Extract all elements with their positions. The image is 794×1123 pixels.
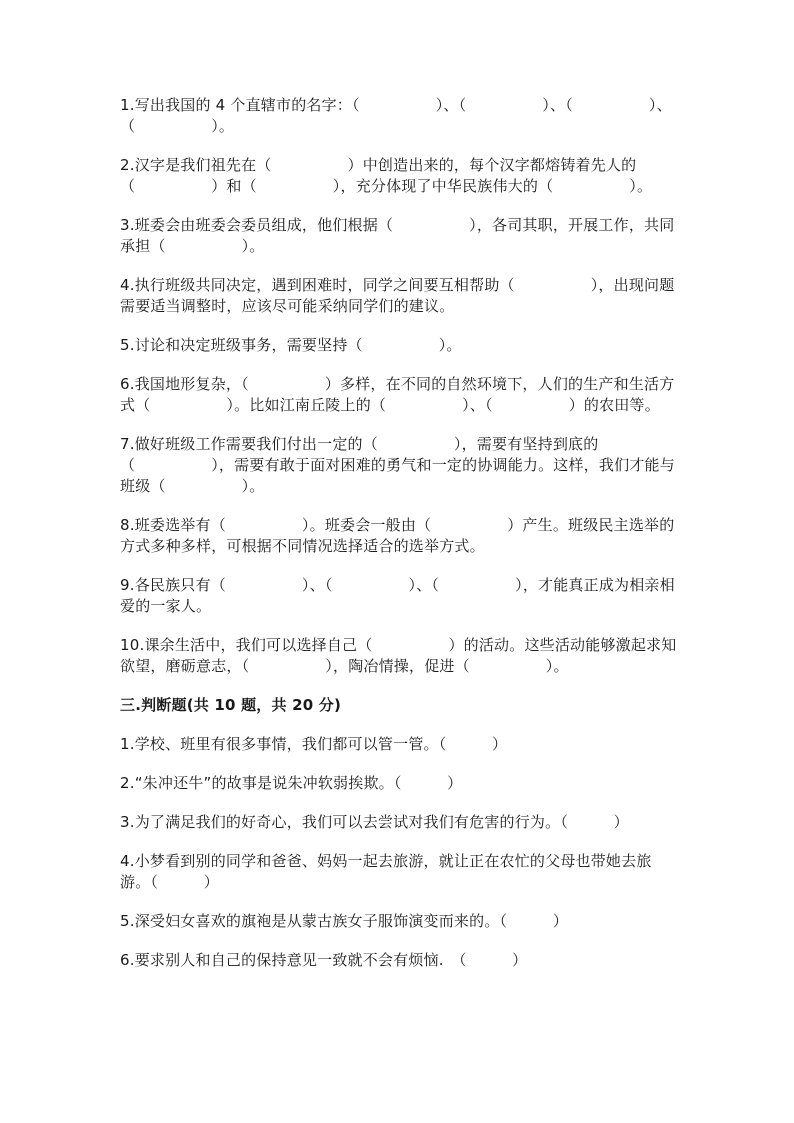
judge-question-6: 6.要求别人和自己的保持意见一致就不会有烦恼. （ ） (120, 951, 528, 969)
judge-question-1: 1.学校、班里有很多事情，我们都可以管一管。（ ） (120, 735, 508, 753)
judge-question-2: 2.“朱冲还牛”的故事是说朱冲软弱挨欺。（ ） (120, 774, 463, 792)
section-title-judgement: 三.判断题(共 10 题，共 20 分) (120, 696, 342, 714)
fill-question-4: 4.执行班级共同决定，遇到困难时，同学之间要互相帮助（ ），出现问题需要适当调整时，应该尽可能采纳同学们的建议。 (120, 276, 675, 315)
fill-question-10: 10.课余生活中，我们可以选择自己（ ）的活动。这些活动能够激起求知欲望，磨砺意志，（ ），陶冶情操，促进（ ）。 (120, 636, 677, 675)
judge-question-3: 3.为了满足我们的好奇心，我们可以去尝试对我们有危害的行为。（ ） (120, 813, 629, 831)
fill-question-3: 3.班委会由班委会委员组成，他们根据（ ），各司其职，开展工作，共同承担（ ）。 (120, 216, 675, 255)
fill-question-2: 2.汉字是我们祖先在（ ）中创造出来的，每个汉字都熔铸着先人的（ ）和（ ），充分体现了中华民族伟大的（ ）。 (120, 156, 653, 195)
fill-question-9: 9.各民族只有（ ）、（ ）、（ ），才能真正成为相亲相爱的一家人。 (120, 576, 675, 615)
fill-question-8: 8.班委选举有（ ）。班委会一般由（ ）产生。班级民主选举的方式多种多样，可根据不同情况选择适合的选举方式。 (120, 516, 675, 555)
fill-question-1: 1.写出我国的 4 个直辖市的名字：（ ）、（ ）、（ ）、（ ）。 (120, 96, 672, 135)
judge-question-5: 5.深受妇女喜欢的旗袍是从蒙古族女子服饰演变而来的。（ ） (120, 912, 569, 930)
worksheet-content (120, 95, 680, 989)
fill-question-7: 7.做好班级工作需要我们付出一定的（ ），需要有坚持到底的（ ），需要有敢于面对困难的勇气和一定的协调能力。这样，我们才能与班级（ ）。 (120, 435, 675, 495)
judge-question-4: 4.小梦看到别的同学和爸爸、妈妈一起去旅游，就让正在农忙的父母也带她去旅游。（ ） (120, 852, 652, 891)
fill-question-6: 6.我国地形复杂，（ ）多样，在不同的自然环境下，人们的生产和生活方式（ ）。比如江南丘陵上的（ ）、（ ）的农田等。 (120, 375, 675, 414)
fill-question-5: 5.讨论和决定班级事务，需要坚持（ ）。 (120, 336, 462, 354)
